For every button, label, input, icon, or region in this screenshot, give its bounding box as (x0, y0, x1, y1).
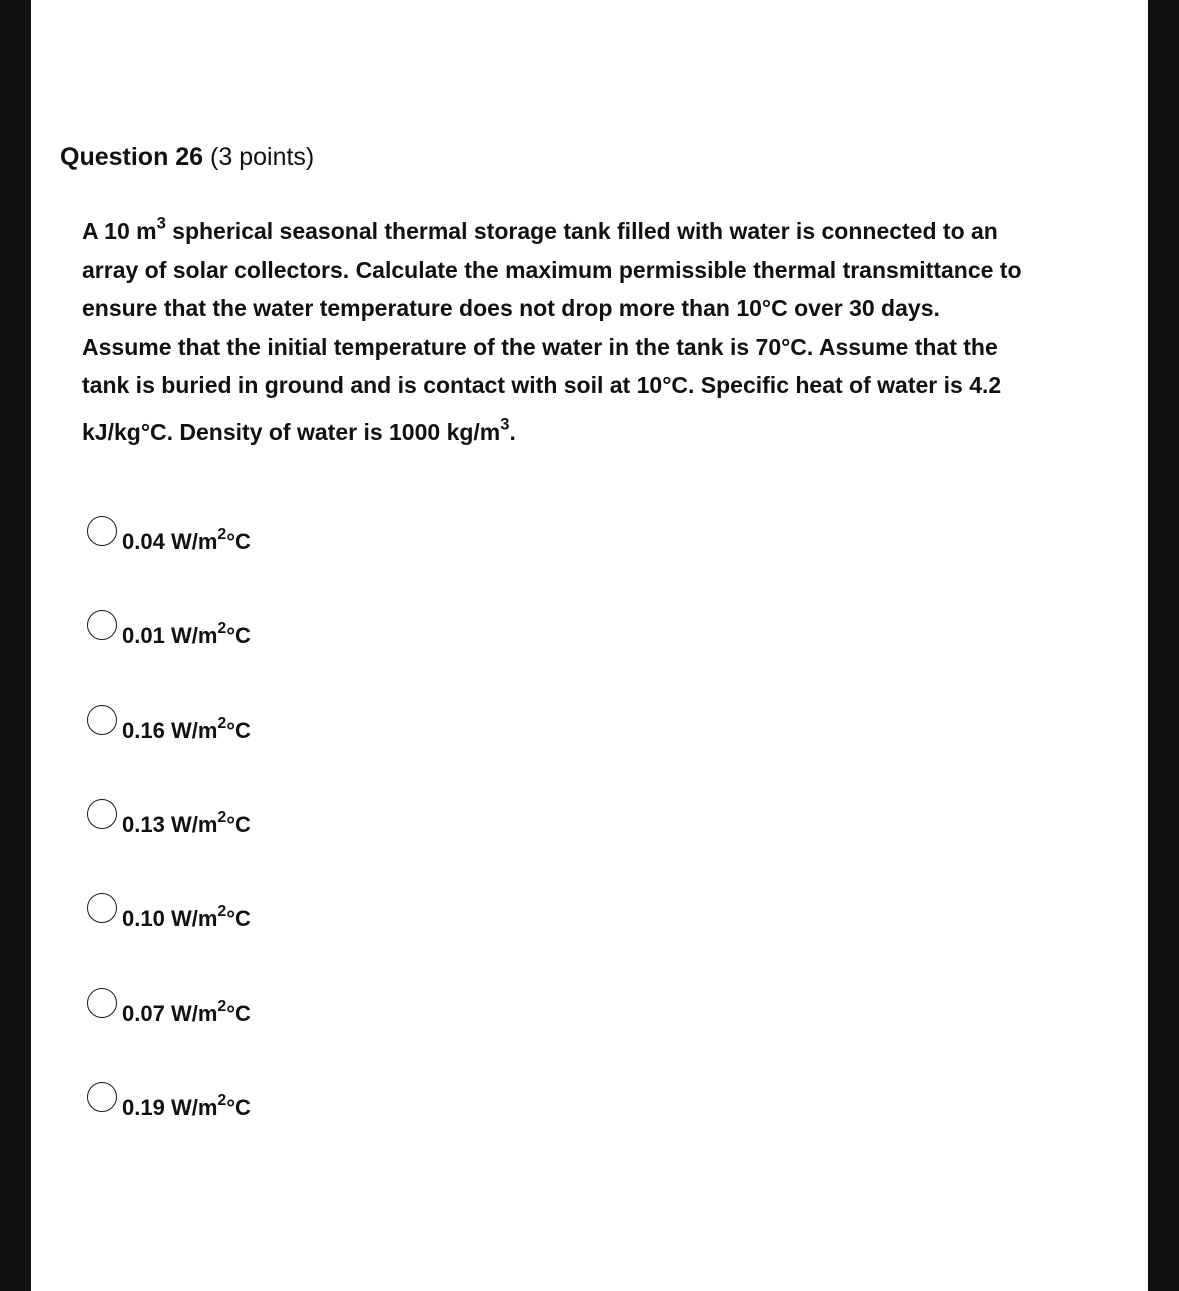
answer-option-3[interactable] (87, 707, 251, 743)
answer-option-4[interactable] (87, 801, 251, 837)
answer-option-2[interactable] (87, 612, 251, 648)
option-label: 0.10 $W/m^2^\circ C$ (122, 903, 251, 931)
radio-button-icon[interactable] (87, 893, 117, 923)
question-line-3: ensure that the water temperature does not drop more than 10°C over 30 days. (82, 295, 940, 322)
question-line-1: A 10 $m^3$ spherical seasonal thermal storage tank filled with water is connected to an (82, 213, 998, 244)
radio-button-icon[interactable] (87, 516, 117, 546)
question-header (60, 141, 314, 173)
radio-button-icon[interactable] (87, 1082, 117, 1112)
radio-button-icon[interactable] (87, 705, 117, 735)
question-line-6: kJ/kg°C. Density of water is 1000 $kg/m^3$. (82, 414, 516, 445)
radio-button-icon[interactable] (87, 610, 117, 640)
question-title: Question 26 (60, 143, 204, 171)
answer-option-5[interactable] (87, 895, 251, 931)
option-label: 0.07 $W/m^2^\circ C$ (122, 998, 251, 1026)
option-label: 0.16 $W/m^2^\circ C$ (122, 715, 251, 743)
superscript-volume: 3 (156, 213, 166, 233)
question-line-5: tank is buried in ground and is contact with soil at 10°C. Specific heat of water is 4.2 (82, 372, 1002, 399)
option-label: 0.04 $W/m^2^\circ C$ (122, 526, 251, 554)
question-text (82, 212, 1082, 452)
option-label: 0.13 $W/m^2^\circ C$ (122, 809, 251, 837)
option-label: 0.19 $W/m^2^\circ C$ (122, 1092, 251, 1120)
quiz-page (31, 0, 1148, 1291)
answer-option-6[interactable] (87, 990, 251, 1026)
answer-option-1[interactable] (87, 518, 251, 554)
answer-option-7[interactable] (87, 1084, 251, 1120)
question-line-4: Assume that the initial temperature of the water in the tank is 70°C. Assume that the (82, 333, 998, 360)
question-points: (3 points) (210, 143, 315, 171)
superscript-density: 3 (500, 414, 510, 434)
radio-button-icon[interactable] (87, 799, 117, 829)
question-prefix: A 10 m (82, 218, 157, 244)
question-line-2: array of solar collectors. Calculate the maximum permissible thermal transmittance to (82, 256, 1022, 283)
option-label: 0.01 $W/m^2^\circ C$ (122, 620, 251, 648)
radio-button-icon[interactable] (87, 988, 117, 1018)
